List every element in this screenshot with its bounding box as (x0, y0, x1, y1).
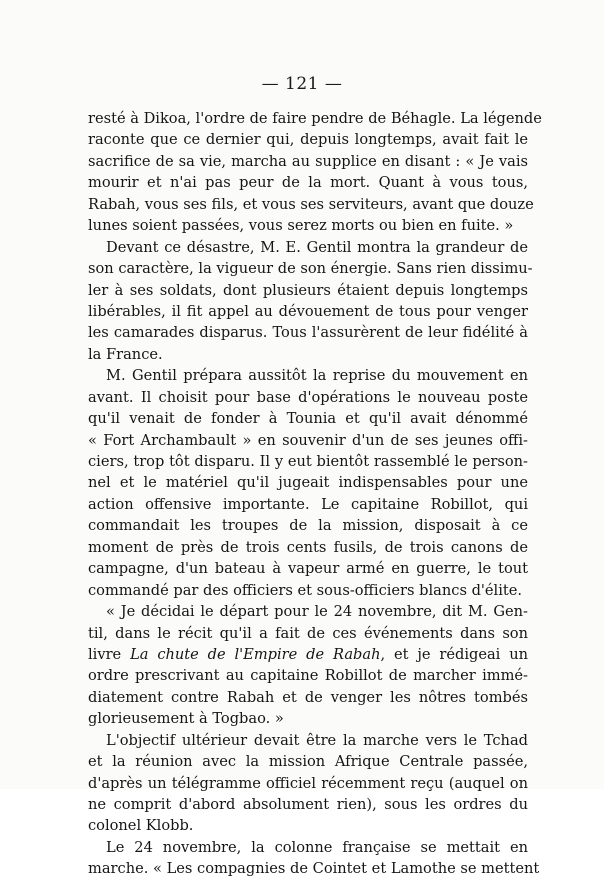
text-line: til, dans le récit qu'il a fait de ces événements dans son (88, 624, 528, 642)
text-line: diatement contre Rabah et de venger les nôtres tombés (88, 688, 528, 706)
text-line (88, 644, 528, 665)
text-line: commandé par des officiers et sous-officiers blancs d'élite. (88, 581, 523, 599)
text-line: L'objectif ultérieur devait être la marche vers le Tchad (106, 731, 528, 749)
text-line: ciers, trop tôt disparu. Il y eut bientôt rassemblé le person- (88, 453, 528, 470)
text-line: qu'il venait de fonder à Tounia et qu'il avait dénommé (88, 410, 528, 428)
text-line: raconte que ce dernier qui, depuis longtemps, avait fait le (88, 131, 528, 149)
text-line: et la réunion avec la mission Afrique Centrale passée, (88, 753, 528, 771)
text-line: lunes soient passées, vous serez morts ou bien en fuite. » (88, 217, 514, 235)
text-line: action offensive importante. Le capitaine Robillot, qui (88, 495, 528, 513)
text-line: libérables, il fit appel au dévouement de tous pour venger (88, 302, 528, 320)
body-text (88, 108, 542, 880)
text-line: ler à ses soldats, dont plusieurs étaient depuis longtemps (88, 281, 528, 299)
text-line: « Je décidai le départ pour le 24 novembre, dit M. Gen- (106, 603, 528, 621)
text-line: avant. Il choisit pour base d'opérations le nouveau poste (88, 388, 528, 406)
text-line: d'après un télégramme officiel récemment reçu (auquel on (88, 774, 528, 792)
text-line: commandait les troupes de la mission, disposait à ce (88, 517, 528, 535)
book-title-italic: La chute de l'Empire de Rabah (130, 645, 381, 663)
text-line: M. Gentil prépara aussitôt la reprise du mouvement en (106, 367, 528, 385)
text-line: resté à Dikoa, l'ordre de faire pendre de Béhagle. La légende (88, 110, 542, 127)
text-line: glorieusement à Togbao. » (88, 710, 284, 728)
text-line: mourir et n'ai pas peur de la mort. Quant à vous tous, (88, 174, 528, 192)
text-line: Le 24 novembre, la colonne française se mettait en (106, 838, 528, 856)
text-line: Rabah, vous ses fils, et vous ses serviteurs, avant que douze (88, 195, 534, 213)
text-line: les camarades disparus. Tous l'assurèrent de leur fidélité à (88, 324, 528, 342)
text-line: moment de près de trois cents fusils, de trois canons de (88, 538, 528, 556)
text-line: « Fort Archambault » en souvenir d'un de ses jeunes offi- (88, 431, 528, 449)
text-line: Devant ce désastre, M. E. Gentil montra la grandeur de (106, 238, 528, 256)
text-line: campagne, d'un bateau à vapeur armé en guerre, le tout (88, 560, 528, 578)
text-line: la France. (88, 345, 163, 363)
text-fragment: , et je rédigeai un (380, 645, 528, 663)
text-line: sacrifice de sa vie, marcha au supplice en disant : « Je vais (88, 152, 528, 170)
text-line: colonel Klobb. (88, 817, 194, 835)
text-line: son caractère, la vigueur de son énergie. Sans rien dissimu- (88, 260, 533, 278)
page-number: — 121 — (261, 74, 343, 94)
text-line: ne comprit d'abord absolument rien), sous les ordres du (88, 796, 528, 813)
text-line: ordre prescrivant au capitaine Robillot de marcher immé- (88, 667, 528, 685)
text-line: marche. « Les compagnies de Cointet et Lamothe se mettent (88, 860, 540, 878)
text-fragment: livre (88, 645, 131, 663)
text-line: nel et le matériel qu'il jugeait indispensables pour une (88, 474, 528, 492)
